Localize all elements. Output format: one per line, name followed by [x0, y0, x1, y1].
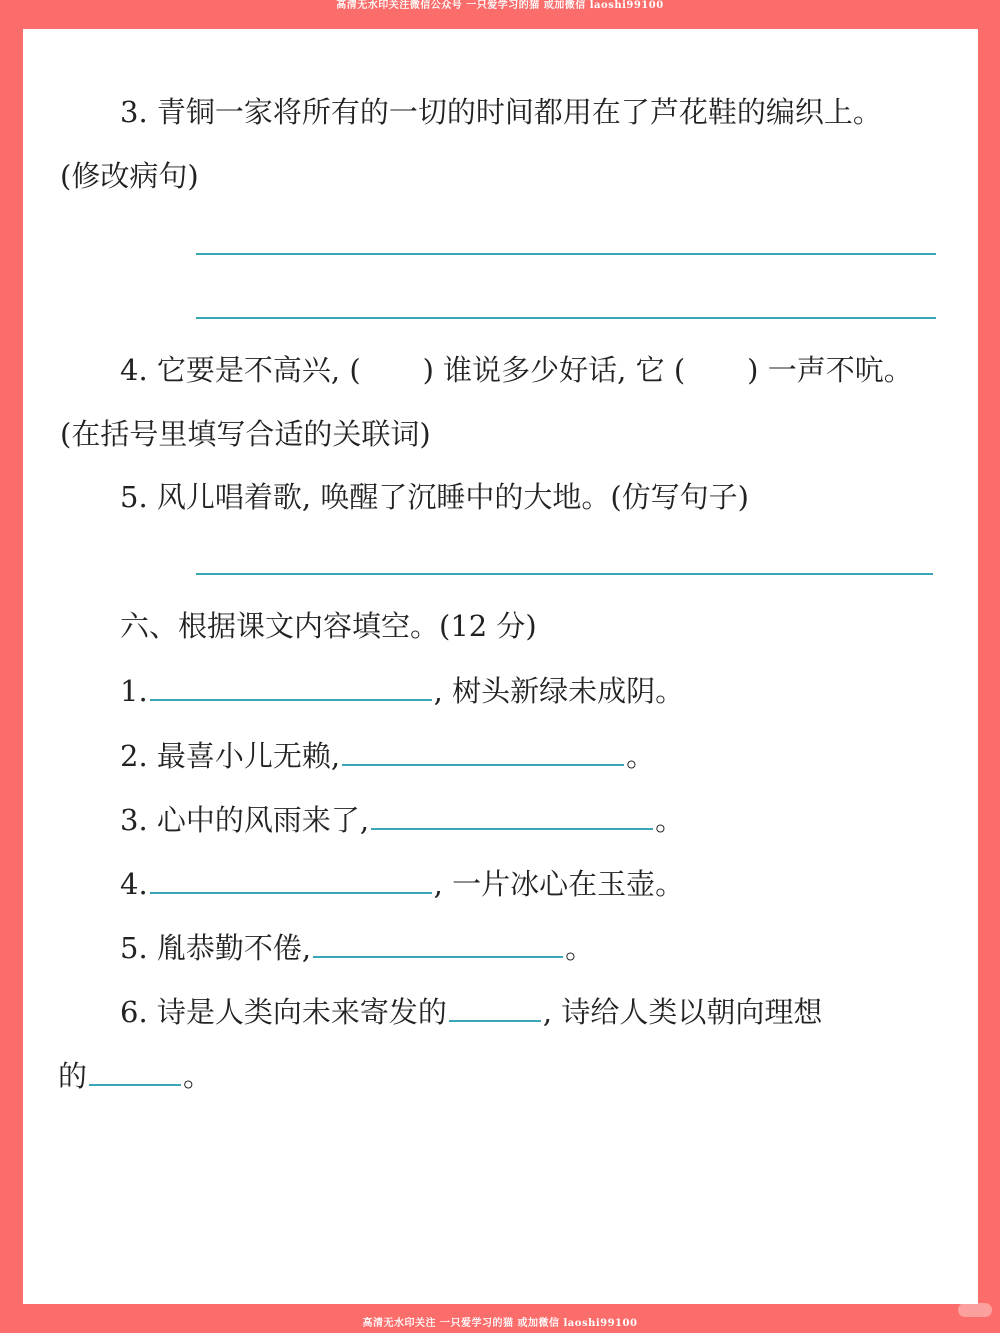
fill-item-1-prefix: 1.: [120, 674, 148, 708]
section6-title: 六、根据课文内容填空。(12 分): [120, 609, 537, 643]
q5-text: 5. 风儿唱着歌, 唤醒了沉睡中的大地。(仿写句子): [120, 480, 749, 514]
fill-item-2-suffix: 。: [626, 739, 656, 773]
fill-item-5-prefix: 5. 胤恭勤不倦,: [120, 931, 312, 965]
bottom-watermark: 高清无水印关注 一只爱学习的猫 或加微信 laoshi99100: [362, 1318, 638, 1329]
fill-item-4-prefix: 4.: [120, 867, 148, 901]
fill-item-6-line-2: [58, 1056, 212, 1096]
q4-part3: ) 一声不吭。: [747, 353, 913, 387]
fill-item-6-prefix: 6. 诗是人类向未来寄发的: [120, 995, 447, 1029]
fill-item-2-prefix: 2. 最喜小儿无赖,: [120, 739, 341, 773]
q4-part1: 4. 它要是不高兴, (: [120, 353, 361, 387]
q4-part2: ) 谁说多少好话, 它 (: [422, 353, 686, 387]
q3-text: 3. 青铜一家将所有的一切的时间都用在了芦花鞋的编织上。: [120, 95, 882, 129]
fill-item-1: [120, 671, 684, 711]
fill-item-6-middle: , 诗给人类以朝向理想: [542, 995, 823, 1029]
fill-item-3: [120, 800, 684, 840]
q4-text: [120, 350, 913, 390]
fill-item-6-blank-2[interactable]: [89, 1060, 181, 1086]
fill-item-6-line2-prefix: 的: [58, 1059, 88, 1093]
q5-answer-line[interactable]: [196, 573, 933, 575]
fill-item-1-suffix: , 树头新绿未成阴。: [433, 674, 685, 708]
fill-item-6-suffix: 。: [183, 1059, 213, 1093]
fill-item-3-suffix: 。: [655, 803, 685, 837]
fill-item-2: [120, 736, 655, 776]
fill-item-2-blank[interactable]: [342, 740, 624, 766]
fill-item-5-suffix: 。: [565, 931, 595, 965]
corner-badge-icon: [958, 1303, 992, 1317]
fill-item-3-prefix: 3. 心中的风雨来了,: [120, 803, 370, 837]
fill-item-6-blank-1[interactable]: [449, 996, 541, 1022]
fill-item-4: [120, 864, 684, 904]
q3-answer-line-1[interactable]: [196, 253, 936, 255]
fill-item-4-blank[interactable]: [150, 868, 432, 894]
top-watermark: 高清无水印关注微信公众号 一只爱学习的猫 或加微信 laoshi99100: [336, 0, 664, 11]
fill-item-4-suffix: , 一片冰心在玉壶。: [433, 867, 685, 901]
q3-hint: (修改病句): [60, 159, 199, 193]
fill-item-1-blank[interactable]: [150, 675, 432, 701]
fill-item-5: [120, 928, 594, 968]
fill-item-3-blank[interactable]: [371, 804, 653, 830]
worksheet-page: [23, 29, 978, 1304]
q4-hint: (在括号里填写合适的关联词): [60, 417, 431, 451]
fill-item-6-line-1: [120, 992, 822, 1032]
fill-item-5-blank[interactable]: [313, 932, 563, 958]
q3-answer-line-2[interactable]: [196, 317, 936, 319]
